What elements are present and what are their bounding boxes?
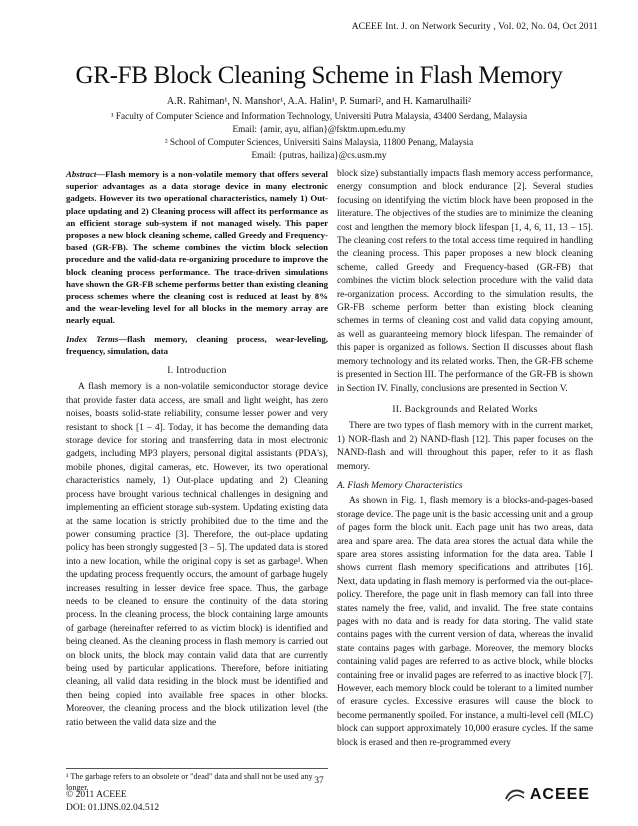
abstract-lead: Abstract: [66, 169, 97, 179]
paper-title: GR-FB Block Cleaning Scheme in Flash Memory: [75, 62, 563, 89]
page-number: 37: [314, 776, 324, 786]
subsection-heading-characteristics: A. Flash Memory Characteristics: [337, 480, 463, 491]
footnote: ¹ The garbage refers to an obsolete or "dead" data and shall not be used any longer.: [66, 768, 328, 793]
email-2: Email: {putras, hailiza}@cs.usm.my: [251, 150, 387, 160]
section-heading-introduction: I. Introduction: [167, 366, 227, 377]
background-paragraph: There are two types of flash memory with in the current market, 1) NOR-flash and 2) NAND-flash [12]. This paper focuses on the NAND-flash and will throughout this paper, refer to it as flash memory.: [337, 421, 593, 472]
journal-header: ACEEE Int. J. on Network Security , Vol. 02, No. 04, Oct 2011: [351, 22, 598, 32]
copyright-text: © 2011 ACEEE: [66, 790, 127, 800]
copyright-block: [66, 789, 159, 815]
left-column: [66, 168, 328, 730]
email-1: Email: {amir, ayu, alfian}@fsktm.upm.edu.my: [232, 124, 406, 134]
affiliation-1: ¹ Faculty of Computer Science and Information Technology, Universiti Putra Malaysia, 43400 Serdang, Malaysia: [110, 111, 528, 121]
right-column: [337, 168, 593, 750]
index-terms: [66, 333, 328, 357]
characteristics-paragraph: As shown in Fig. 1, flash memory is a blocks-and-pages-based storage device. The page unit is the basic accessing unit and a group of pages form the block unit. Each page unit has two areas, data area and spare area. The data area stores the actual data while the spare area stores assisting information for the data area. Table I shows current flash memory specifications and attributes [16]. Next, data updating in flash memory is performed via the out-place-policy. Therefore, the page unit in flash memory can fall into three states namely the free, valid, and invalid. The free state contains pages with no data and is ready for data storing. The valid state contains pages with the current version of data, whereas the invalid state contains pages with garbage. Moreover, the memory blocks containing valid pages are referred to as active block, while blocks containing free or invalid pages are referred to as inactive block [7]. However, each memory block could be tolerant to a limited number of erasure cycles. Excessive erasures will cause the block to become permanently spoiled. For instance, a multi-level cell (MLC) block can support approximately 10,000 erasure cycles. If the same block is erased and then re-programmed every: [337, 496, 593, 748]
index-terms-lead: Index Terms: [66, 333, 119, 344]
continued-paragraph: block size) substantially impacts flash memory access performance, energy consumption and block endurance [2]. Several studies focusing on identifying the victim block have been proposed in the literature. The objectives of the studies are to minimize the cleaning cost and lengthen the memory block lifespan [1, 4, 6, 11, 13 – 15]. The cleaning cost refers to the total access time required in handling the cleaning process. This paper proposes a new block cleaning scheme, called Greedy and Frequency-based (GR-FB) that combines the victim block selection procedure with the valid data re-organization process. According to the simulation results, the GR-FB scheme perform better than existing block cleaning schemes in terms of cleaning cost and valid data copying amount, as well as guaranteeing memory block lifespan. The remainder of this paper is organized as follows. Section II discusses about flash memory technology and its related works. Then, the GR-FB scheme is presented in Section III. The performance of the GR-FB is shown in Section IV. Finally, conclusions are presented in Section V.: [337, 169, 593, 394]
doi-text: DOI: 01.IJNS.02.04.512: [66, 803, 160, 813]
publisher-logo: [504, 786, 590, 804]
logo-text: ACEEE: [529, 786, 590, 803]
author-list: A.R. Rahiman¹, N. Manshor¹, A.A. Halin¹, P. Sumari², and H. Kamarulhaili²: [166, 96, 472, 107]
index-terms-text: —flash memory, cleaning process, wear-leveling, frequency, simulation, data: [66, 333, 328, 356]
abstract-text: —Flash memory is a non-volatile memory that offers several superior advantages as a data storage device in many electronic gadgets. However its two operational characteristics, namely 1) Out-place updating and 2) Cleaning process will affect its performance as an efficient storage sub-system if not managed wisely. This paper proposes a new block cleaning scheme, called Greedy and Frequency-based (GR-FB). The scheme combines the victim block selection procedure and the valid-data re-organizing procedure to improve the block cleaning process performance. The trace-driven simulations have shown the GR-FB scheme performs better than existing cleaning process schemes where the cleaning cost is reduced at least by 8% and the wear-leveling level for all blocks in the memory array are nearly equal.: [66, 169, 329, 326]
affiliation-2: ² School of Computer Sciences, Universiti Sains Malaysia, 11800 Penang, Malaysia: [164, 137, 474, 147]
intro-paragraph: A flash memory is a non-volatile semiconductor storage device that provide faster data access, are small and light weight, has zero noises, boasts solid-state reliability, consume lesser power and very resistant to shock [1 – 4]. Today, it has become the demanding data storage device for storing and transferring data in most electronic gadgets, including MP3 players, personal digital assistants (PDA's), mobile phones, digital cameras, etc. However, its two operational characteristics namely, 1) Out-place updating and 2) Cleaning process have brought various technical challenges in designing and implementing an efficient storage sub-system. Updating existing data at the same location is strictly prohibited due to the time and the power consuming practice [3]. Therefore, the out-place updating policy has been strongly suggested [3 – 5]. The updated data is stored into a new location, while the original copy is set as garbage¹. When the updating process frequently occurs, the amount of garbage hugely increases resulting in lesser device free space. Thus, the garbage needs to be cleaned to ensure the continuity of the data storing process. In the cleaning process, the block containing large amounts of garbage (hereinafter referred to as victim block) is identified and being cleaned. As the cleaning process in flash memory is carried out on block units, the block may contain valid data that are currently being used by particular applications. Therefore, before initiating cleaning, all valid data residing in the block must be identified and then being copied into available free spaces in other blocks. Moreover, the cleaning process and the block utilization level (the ratio between the valid data size and the: [66, 382, 328, 728]
swirl-icon: [504, 787, 526, 803]
abstract: [66, 168, 328, 327]
section-heading-background: II. Backgrounds and Related Works: [392, 404, 538, 415]
